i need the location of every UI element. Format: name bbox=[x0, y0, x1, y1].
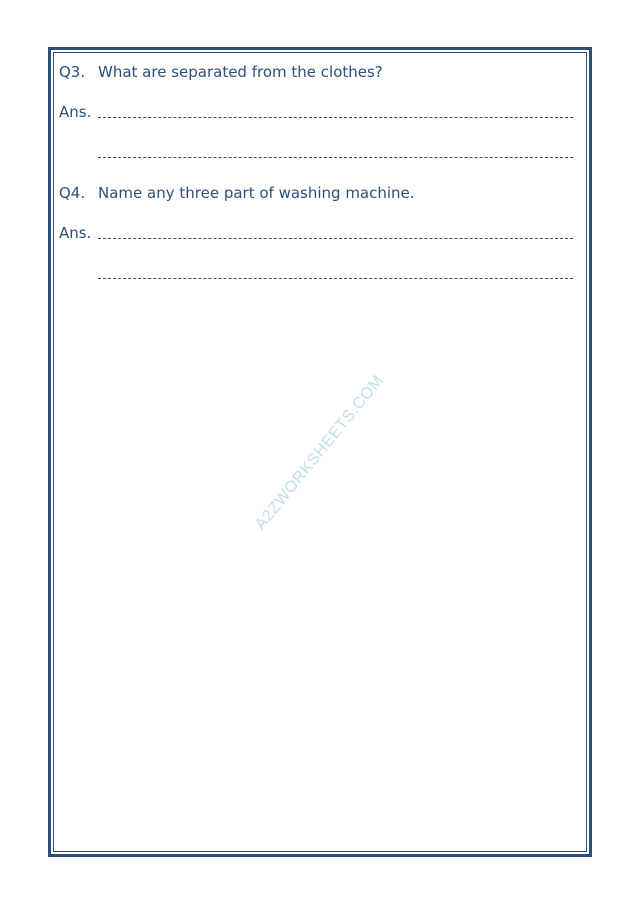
answer-4-line-1[interactable] bbox=[98, 238, 573, 239]
answer-3 bbox=[54, 100, 586, 124]
question-4-text: Name any three part of washing machine. bbox=[98, 184, 415, 202]
question-4-number: Q4. bbox=[59, 184, 86, 202]
answer-4 bbox=[54, 221, 586, 245]
question-3-number: Q3. bbox=[59, 63, 86, 81]
answer-3-label: Ans. bbox=[59, 103, 92, 121]
question-3-text: What are separated from the clothes? bbox=[98, 63, 383, 81]
question-4 bbox=[54, 181, 586, 205]
answer-3-line-1[interactable] bbox=[98, 117, 573, 118]
answer-4-line-2[interactable] bbox=[98, 278, 573, 279]
answer-3-continuation bbox=[54, 140, 586, 164]
question-3 bbox=[54, 60, 586, 84]
answer-4-continuation bbox=[54, 261, 586, 285]
watermark: A2ZWORKSHEETS.COM bbox=[252, 372, 388, 534]
answer-4-label: Ans. bbox=[59, 224, 92, 242]
answer-3-line-2[interactable] bbox=[98, 157, 573, 158]
